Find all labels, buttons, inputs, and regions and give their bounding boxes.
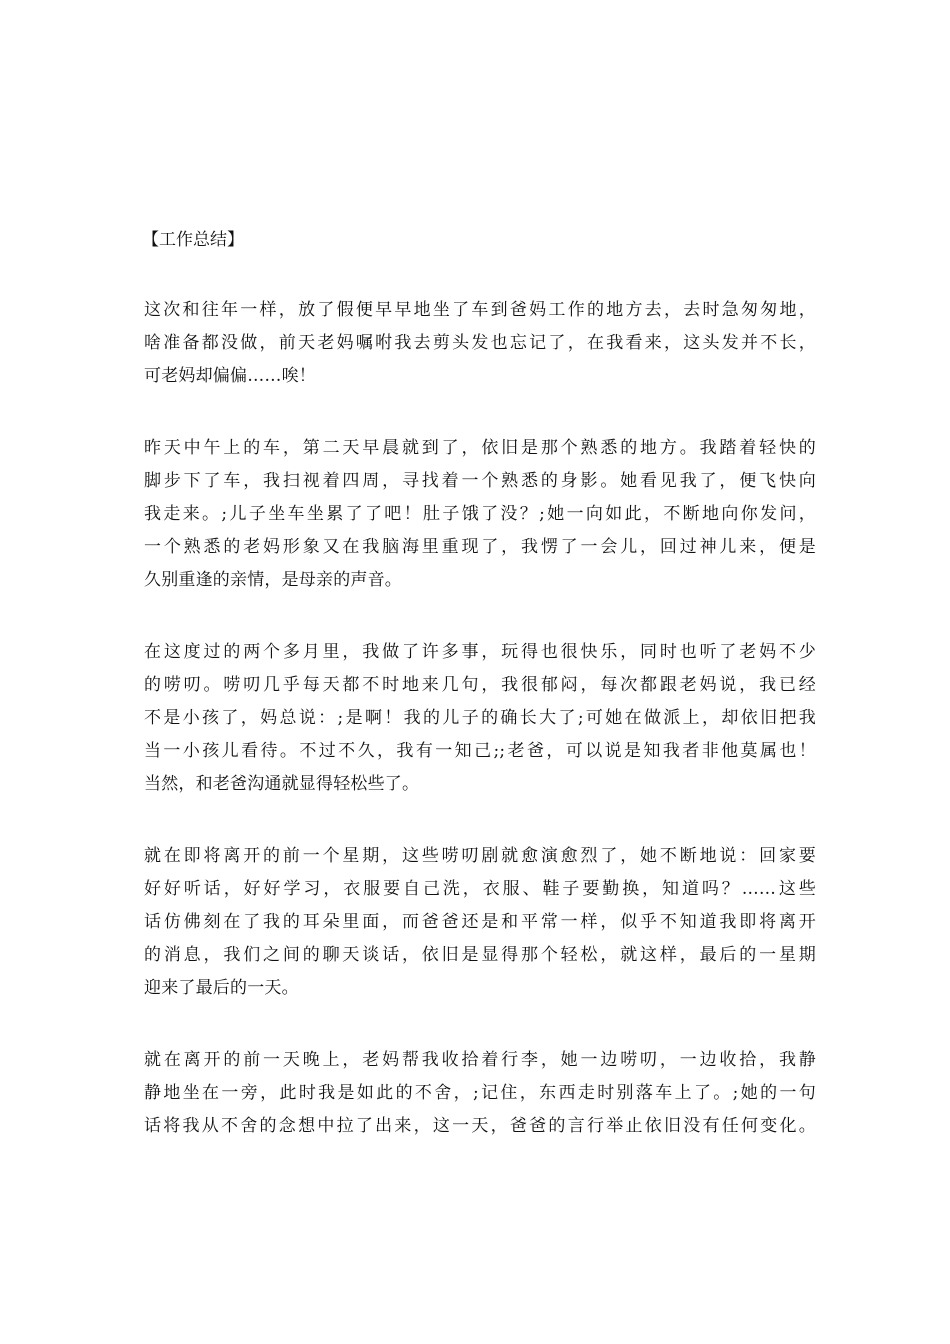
text-line: 好好听话，好好学习，衣服要自己洗，衣服、鞋子要勤换，知道吗？……这些	[144, 879, 816, 899]
document-page	[144, 226, 816, 1182]
text-line: 可老妈却偏偏……唉！	[144, 366, 316, 386]
text-line: 一个熟悉的老妈形象又在我脑海里重现了，我愣了一会儿，回过神儿来，便是	[144, 537, 816, 557]
text-line: 久别重逢的亲情，是母亲的声音。	[144, 570, 402, 590]
text-line: 迎来了最后的一天。	[144, 978, 299, 998]
text-line: 就在即将离开的前一个星期，这些唠叨剧就愈演愈烈了，她不断地说：回家要	[144, 846, 816, 866]
text-line: 在这度过的两个多月里，我做了许多事，玩得也很快乐，同时也听了老妈不少	[144, 642, 816, 662]
text-line: 静地坐在一旁，此时我是如此的不舍，;记住，东西走时别落车上了。;她的一句	[144, 1083, 816, 1103]
paragraph-4	[144, 840, 816, 1005]
text-line: 话仿佛刻在了我的耳朵里面，而爸爸还是和平常一样，似乎不知道我即将离开	[144, 912, 816, 932]
paragraph-3	[144, 636, 816, 801]
document-heading: 【工作总结】	[142, 230, 244, 250]
text-line: 话将我从不舍的念想中拉了出来，这一天，爸爸的言行举止依旧没有任何变化。	[144, 1116, 816, 1136]
text-line: 当然，和老爸沟通就显得轻松些了。	[144, 774, 420, 794]
text-line: 就在离开的前一天晚上，老妈帮我收拾着行李，她一边唠叨，一边收拾，我静	[144, 1050, 816, 1070]
text-line: 当一小孩儿看待。不过不久，我有一知己;;老爸，可以说是知我者非他莫属也！	[144, 741, 816, 761]
paragraph-5	[144, 1044, 816, 1143]
text-line: 不是小孩了，妈总说：;是啊！我的儿子的确长大了;可她在做派上，却依旧把我	[144, 708, 816, 728]
text-line: 啥准备都没做，前天老妈嘱咐我去剪头发也忘记了，在我看来，这头发并不长，	[144, 333, 816, 353]
text-line: 这次和往年一样，放了假便早早地坐了车到爸妈工作的地方去，去时急匆匆地，	[144, 300, 816, 320]
text-line: 我走来。;儿子坐车坐累了了吧！肚子饿了没？;她一向如此，不断地向你发问，	[144, 504, 816, 524]
text-line: 的消息，我们之间的聊天谈话，依旧是显得那个轻松，就这样，最后的一星期	[144, 945, 816, 965]
text-line: 脚步下了车，我扫视着四周，寻找着一个熟悉的身影。她看见我了，便飞快向	[144, 471, 816, 491]
paragraph-2	[144, 432, 816, 597]
text-line: 的唠叨。唠叨几乎每天都不时地来几句，我很郁闷，每次都跟老妈说，我已经	[144, 675, 816, 695]
paragraph-1	[144, 294, 816, 393]
text-line: 昨天中午上的车，第二天早晨就到了，依旧是那个熟悉的地方。我踏着轻快的	[144, 438, 816, 458]
